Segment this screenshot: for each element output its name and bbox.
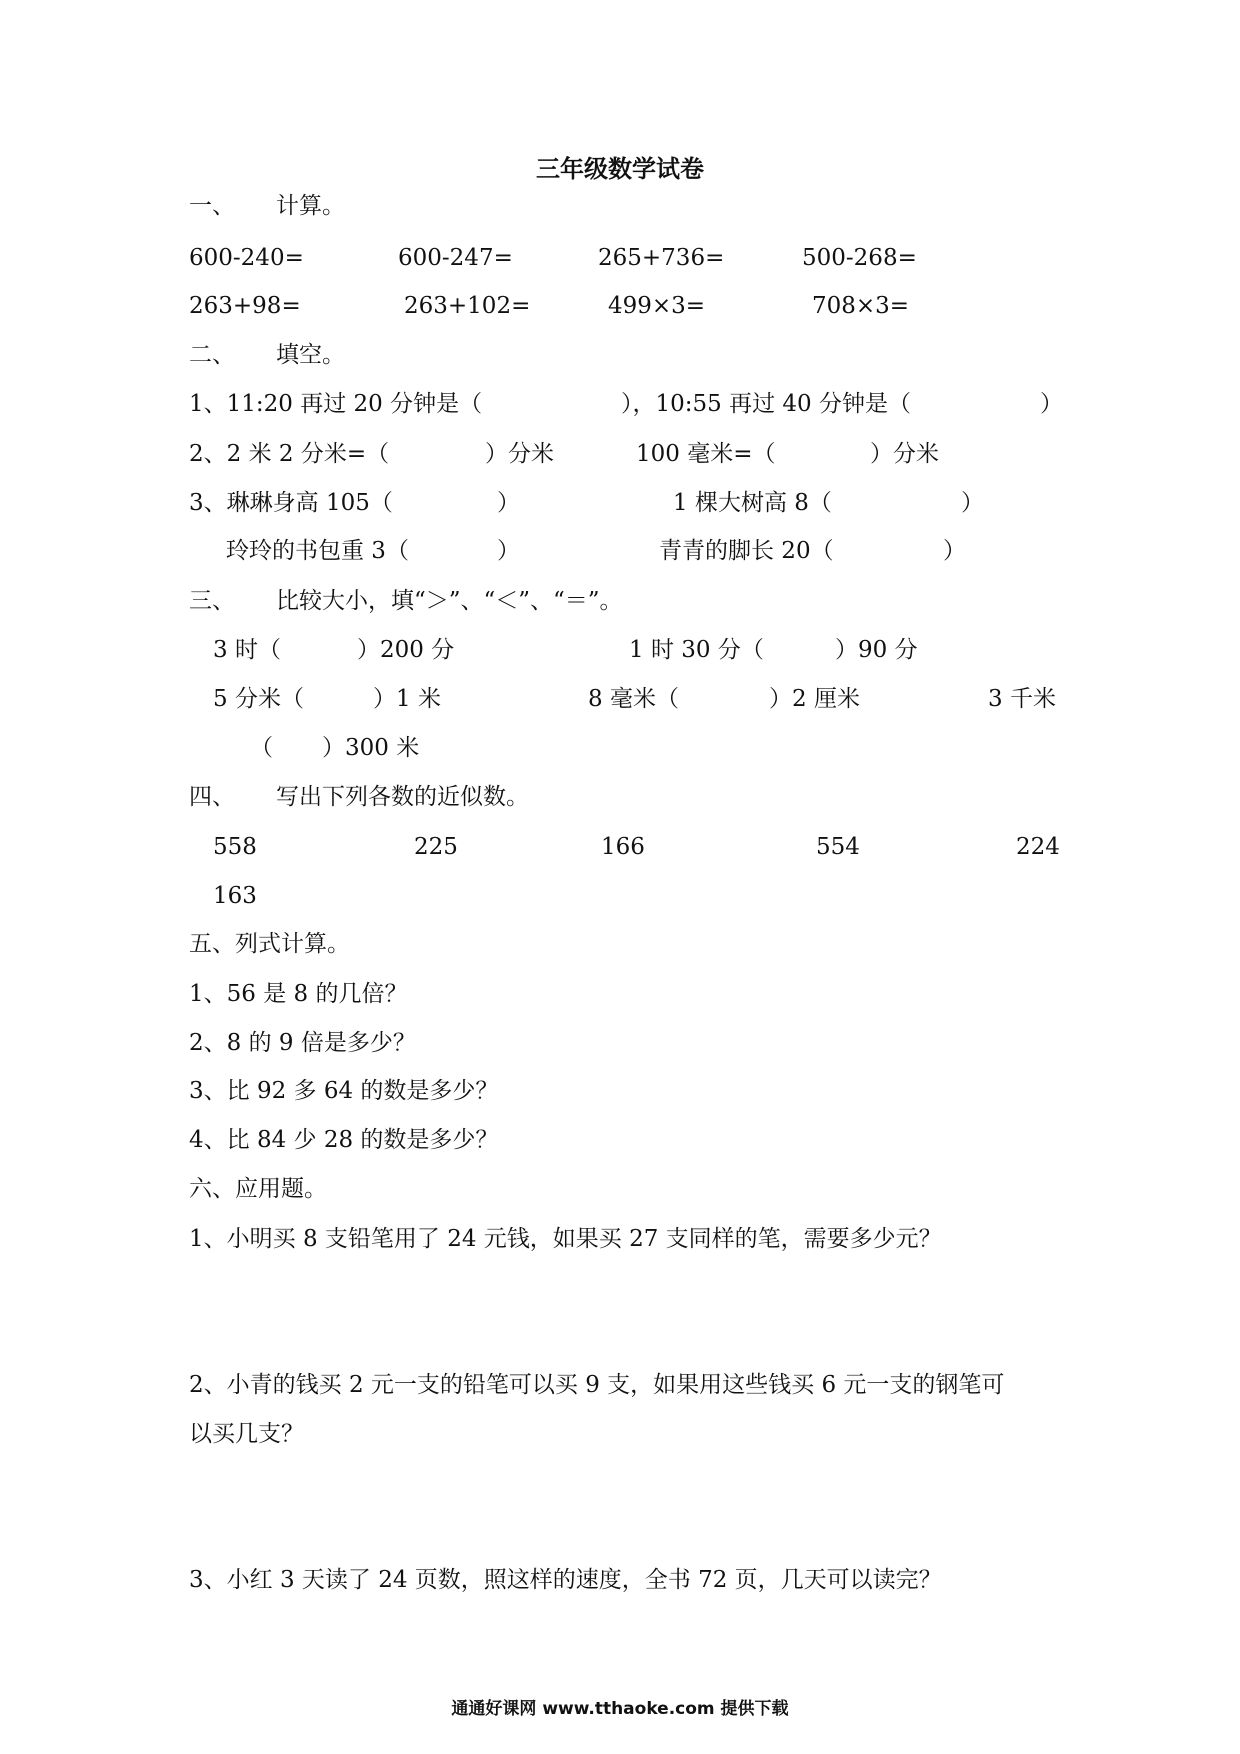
fill-item: 3、琳琳身高 105（ (189, 490, 393, 516)
fill-item: 2、2 米 2 分米=（ (189, 441, 390, 467)
fill-item: ） (497, 490, 520, 516)
number-item: 225 (414, 834, 458, 860)
fill-item: ） (497, 538, 520, 564)
fill-item: ） (961, 490, 984, 516)
fill-item: 1、11:20 再过 20 分钟是（ (189, 391, 483, 417)
fill-item: ） (943, 538, 966, 564)
fill-item: ）分米 (870, 441, 939, 467)
calc-item: 600-247= (398, 245, 513, 271)
section-2-number: 二、 (189, 342, 235, 368)
section-5-heading: 五、列式计算。 (189, 931, 350, 957)
number-item: 163 (213, 883, 257, 909)
fill-item: 100 毫米=（ (636, 441, 776, 467)
section-4-heading: 写出下列各数的近似数。 (276, 784, 529, 810)
list-item: 1、56 是 8 的几倍？ (189, 981, 408, 1007)
list-item: 4、比 84 少 28 的数是多少？ (189, 1127, 499, 1153)
compare-item: ）90 分 (835, 637, 918, 663)
section-3-heading: 比较大小，填“＞”、“＜”、“＝”。 (276, 588, 623, 614)
number-item: 558 (213, 834, 257, 860)
fill-item: 青青的脚长 20（ (659, 538, 834, 564)
list-item: 3、比 92 多 64 的数是多少？ (189, 1078, 499, 1104)
compare-item: 3 千米 (988, 686, 1056, 712)
calc-item: 263+102= (404, 293, 531, 319)
footer-note: 通通好课网 www.tthaoke.com 提供下载 (451, 1699, 789, 1719)
fill-item: ），10:55 再过 40 分钟是（ (621, 391, 911, 417)
word-problem-1: 1、小明买 8 支铅笔用了 24 元钱，如果买 27 支同样的笔，需要多少元？ (189, 1226, 942, 1252)
word-problem-3: 3、小红 3 天读了 24 页数，照这样的速度，全书 72 页，几天可以读完？ (189, 1567, 942, 1593)
section-3-number: 三、 (189, 588, 235, 614)
list-item: 2、8 的 9 倍是多少？ (189, 1030, 416, 1056)
fill-item: 1 棵大树高 8（ (673, 490, 832, 516)
section-2-heading: 填空。 (276, 342, 345, 368)
fill-item: ） (1040, 391, 1063, 417)
compare-item: （ (250, 735, 273, 761)
section-1-heading: 计算。 (276, 193, 345, 219)
calc-item: 600-240= (189, 245, 304, 271)
fill-item: 玲玲的书包重 3（ (226, 538, 409, 564)
compare-item: 8 毫米（ (588, 686, 679, 712)
compare-item: ）1 米 (373, 686, 441, 712)
page-title: 三年级数学试卷 (536, 155, 704, 183)
compare-item: ）300 米 (322, 735, 420, 761)
number-item: 554 (816, 834, 860, 860)
section-4-number: 四、 (189, 784, 235, 810)
number-item: 166 (601, 834, 645, 860)
number-item: 224 (1016, 834, 1060, 860)
calc-item: 708×3= (812, 293, 910, 319)
compare-item: 3 时（ (213, 637, 281, 663)
section-6-heading: 六、应用题。 (189, 1176, 327, 1202)
calc-item: 263+98= (189, 293, 301, 319)
section-1-number: 一、 (189, 193, 235, 219)
compare-item: ）2 厘米 (769, 686, 860, 712)
calc-item: 500-268= (802, 245, 917, 271)
compare-item: 5 分米（ (213, 686, 304, 712)
word-problem-2-cont: 以买几支？ (189, 1421, 304, 1447)
word-problem-2: 2、小青的钱买 2 元一支的铅笔可以买 9 支，如果用这些钱买 6 元一支的钢笔可 (189, 1372, 1005, 1398)
fill-item: ）分米 (485, 441, 554, 467)
calc-item: 265+736= (598, 245, 725, 271)
compare-item: ）200 分 (357, 637, 455, 663)
calc-item: 499×3= (608, 293, 706, 319)
compare-item: 1 时 30 分（ (629, 637, 764, 663)
